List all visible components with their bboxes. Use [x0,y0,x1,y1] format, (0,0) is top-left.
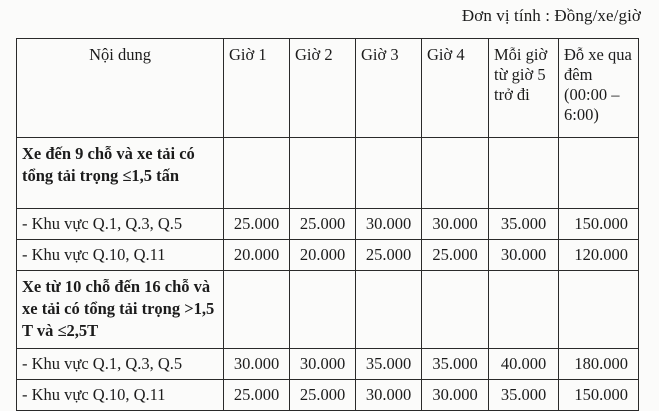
fee-hour-4: 25.000 [422,240,489,271]
fee-hour-1: 25.000 [224,209,290,240]
fee-hour-1: 20.000 [224,240,290,271]
header-row [17,39,639,138]
unit-note: Đơn vị tính : Đồng/xe/giờ [461,6,641,25]
fee-hour-5-plus: 40.000 [489,349,559,380]
fee-hour-3: 35.000 [356,349,422,380]
fee-overnight: 150.000 [559,209,639,240]
table-row [17,240,639,271]
fee-hour-4: 35.000 [422,349,489,380]
fee-hour-5-plus: 35.000 [489,380,559,411]
fee-hour-2: 25.000 [290,209,356,240]
header-hour-5-plus: Mỗi giờ từ giờ 5 trở đi [489,39,559,138]
table-row [17,380,639,411]
parking-fee-table [16,38,639,411]
group-title: Xe từ 10 chỗ đến 16 chỗ và xe tải có tổng tải trọng >1,5 T và ≤2,5T [17,271,224,349]
fee-hour-2: 30.000 [290,349,356,380]
area-label: - Khu vực Q.10, Q.11 [17,240,224,271]
area-label: - Khu vực Q.10, Q.11 [17,380,224,411]
fee-hour-4: 30.000 [422,209,489,240]
group-row [17,138,639,209]
fee-hour-1: 30.000 [224,349,290,380]
fee-hour-1: 25.000 [224,380,290,411]
header-hour-1: Giờ 1 [224,39,290,138]
fee-hour-5-plus: 30.000 [489,240,559,271]
header-hour-4: Giờ 4 [422,39,489,138]
header-hour-3: Giờ 3 [356,39,422,138]
fee-overnight: 120.000 [559,240,639,271]
header-content: Nội dung [17,39,224,138]
group-title: Xe đến 9 chỗ và xe tải có tổng tải trọng ≤1,5 tấn [17,138,224,209]
fee-hour-5-plus: 35.000 [489,209,559,240]
fee-hour-4: 30.000 [422,380,489,411]
group-row [17,271,639,349]
table-row [17,349,639,380]
fee-hour-3: 30.000 [356,380,422,411]
header-overnight: Đỗ xe qua đêm (00:00 – 6:00) [559,39,639,138]
fee-hour-2: 20.000 [290,240,356,271]
area-label: - Khu vực Q.1, Q.3, Q.5 [17,209,224,240]
fee-hour-3: 25.000 [356,240,422,271]
fee-hour-2: 25.000 [290,380,356,411]
area-label: - Khu vực Q.1, Q.3, Q.5 [17,349,224,380]
header-hour-2: Giờ 2 [290,39,356,138]
fee-overnight: 150.000 [559,380,639,411]
fee-hour-3: 30.000 [356,209,422,240]
fee-overnight: 180.000 [559,349,639,380]
table-row [17,209,639,240]
